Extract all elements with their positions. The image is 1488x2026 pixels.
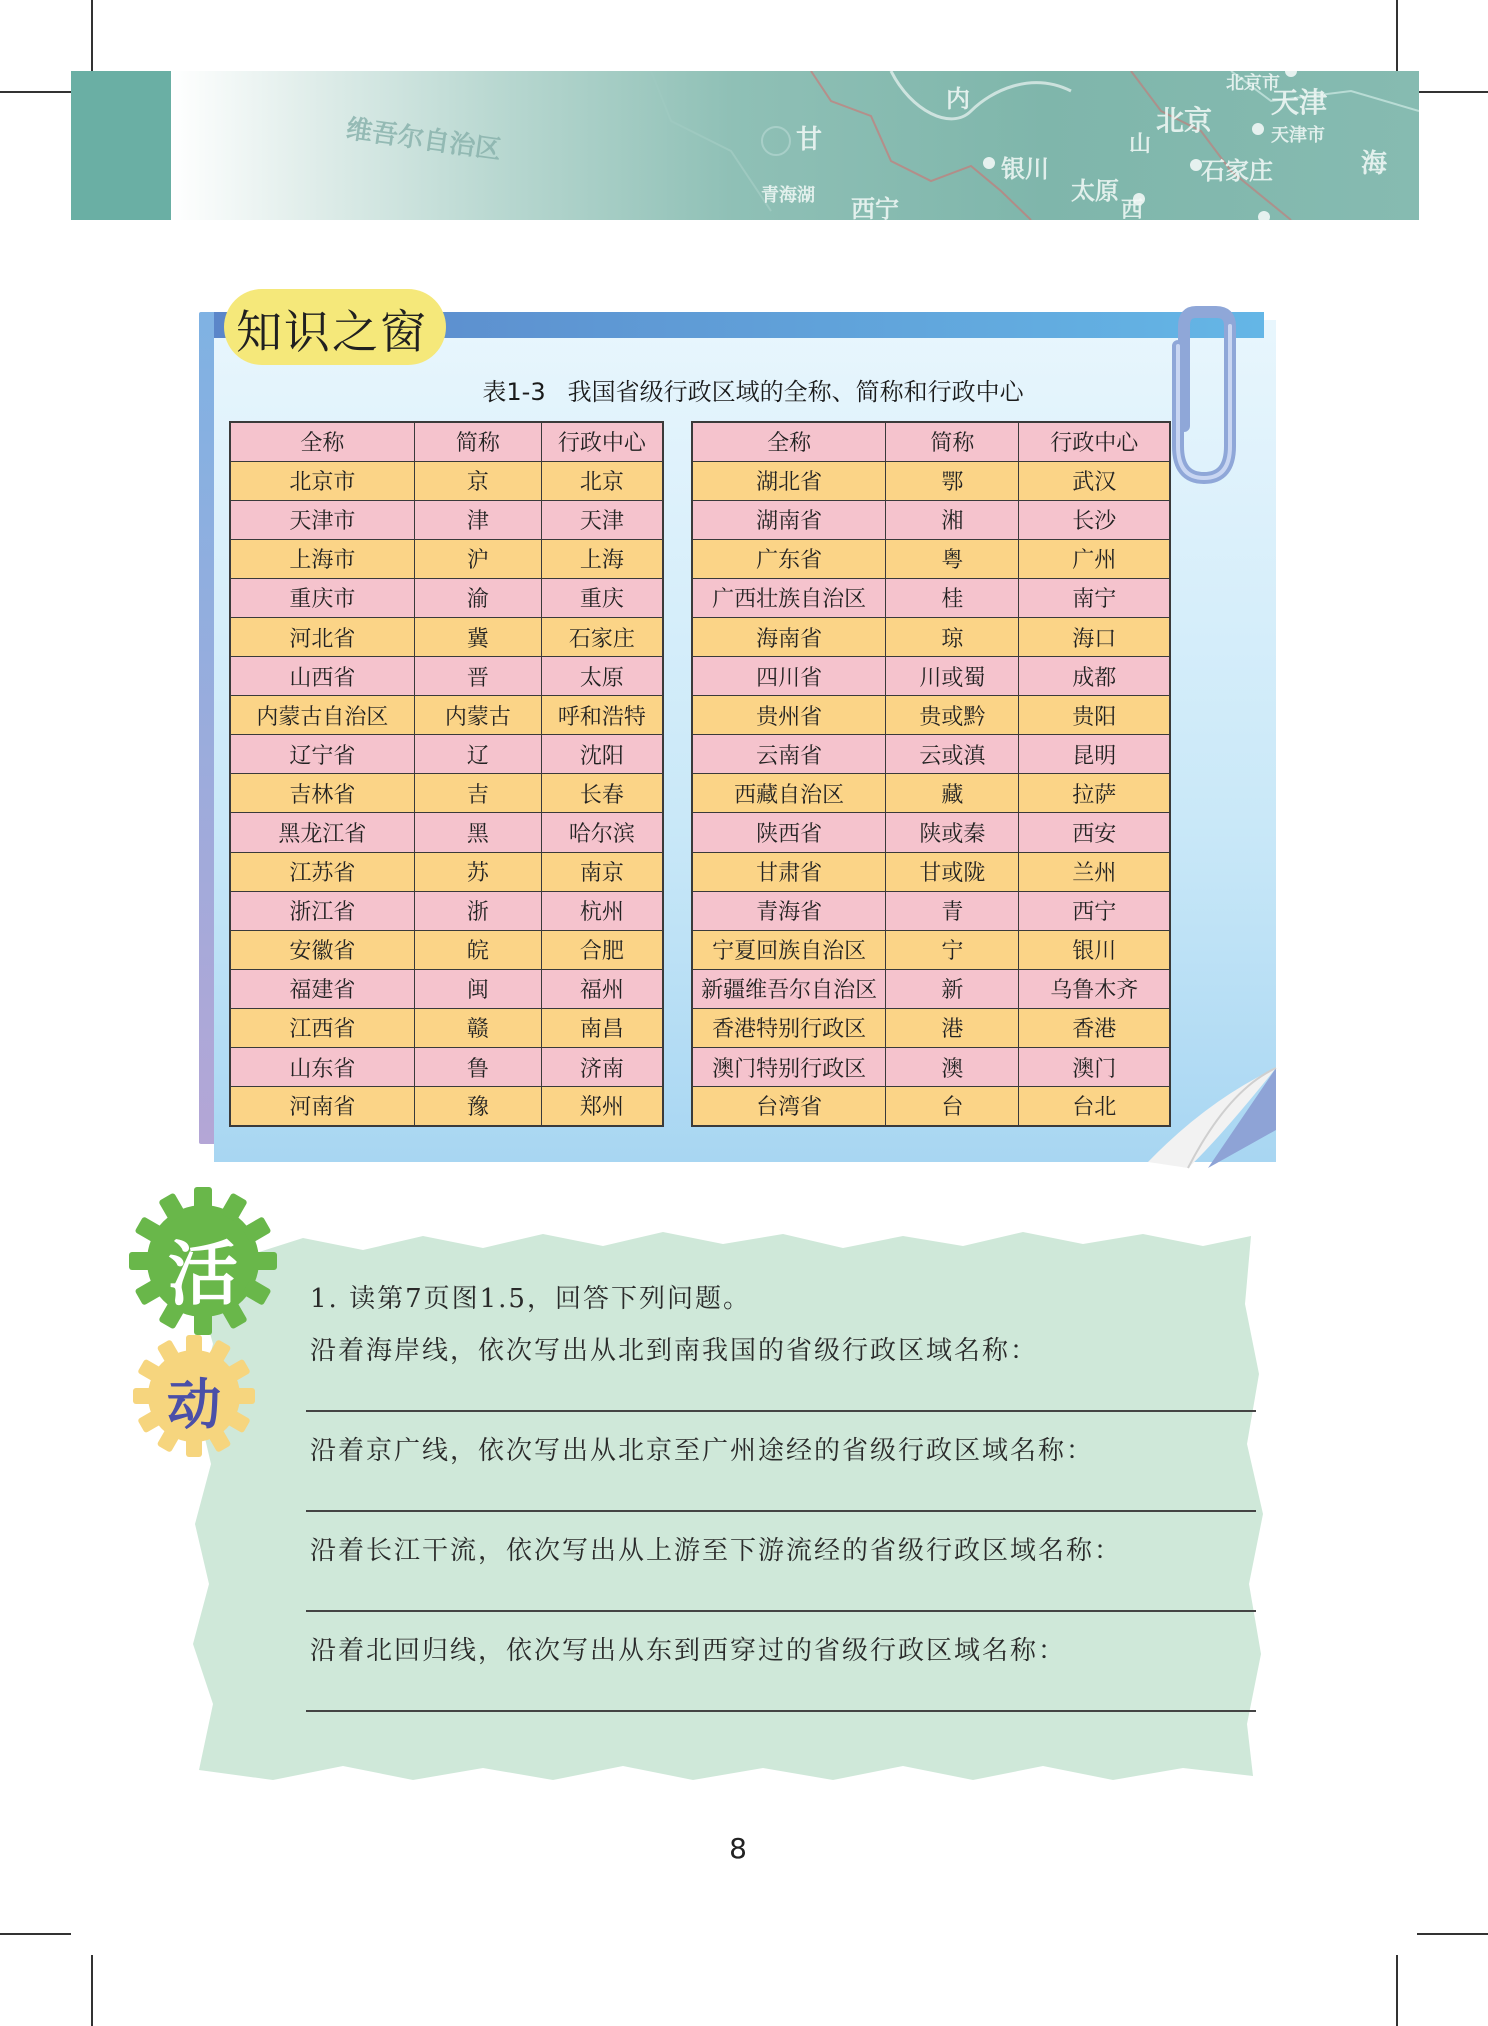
table-row <box>230 969 663 1008</box>
table-cell: 台北 <box>1019 1087 1170 1126</box>
table-cell: 西宁 <box>1019 891 1170 930</box>
table-row <box>692 539 1170 578</box>
table-cell: 石家庄 <box>541 617 663 656</box>
activity-badge-char-1: 活 <box>168 1233 238 1315</box>
table-header-cell: 简称 <box>886 422 1019 461</box>
map-label: 青海湖 <box>761 185 815 206</box>
table-cell: 辽宁省 <box>230 735 414 774</box>
table-cell: 武汉 <box>1019 461 1170 500</box>
header-map-banner <box>171 71 1419 220</box>
table-cell: 南昌 <box>541 1008 663 1047</box>
table-cell: 宁夏回族自治区 <box>692 930 886 969</box>
table-caption <box>0 372 1488 407</box>
table-cell: 合肥 <box>541 930 663 969</box>
table-caption-text: 我国省级行政区域的全称、简称和行政中心 <box>567 378 1024 406</box>
table-header-row <box>230 422 663 461</box>
page-number: 8 <box>729 1832 747 1865</box>
table-cell: 广东省 <box>692 539 886 578</box>
table-cell: 河南省 <box>230 1087 414 1126</box>
table-cell: 沈阳 <box>541 735 663 774</box>
table-row <box>230 813 663 852</box>
table-cell: 黑龙江省 <box>230 813 414 852</box>
answer-line-coastline[interactable] <box>306 1410 1256 1412</box>
table-row <box>692 461 1170 500</box>
map-label: 西 <box>1121 198 1144 220</box>
table-cell: 甘肃省 <box>692 852 886 891</box>
table-cell: 长春 <box>541 774 663 813</box>
table-cell: 天津 <box>541 500 663 539</box>
map-label: 山 <box>1129 132 1152 157</box>
table-row <box>692 774 1170 813</box>
table-cell: 云或滇 <box>886 735 1019 774</box>
table-cell: 西藏自治区 <box>692 774 886 813</box>
map-label: 维吾尔自治区 <box>344 114 503 166</box>
table-cell: 贵州省 <box>692 696 886 735</box>
table-cell: 闽 <box>414 969 541 1008</box>
table-cell: 重庆 <box>541 578 663 617</box>
table-row <box>230 774 663 813</box>
table-cell: 郑州 <box>541 1087 663 1126</box>
table-row <box>230 735 663 774</box>
table-cell: 黑 <box>414 813 541 852</box>
map-label: 西宁 <box>851 195 899 220</box>
table-cell: 杭州 <box>541 891 663 930</box>
table-cell: 青海省 <box>692 891 886 930</box>
table-cell: 澳 <box>886 1048 1019 1087</box>
crop-mark <box>0 91 71 93</box>
table-row <box>230 930 663 969</box>
table-cell: 湖北省 <box>692 461 886 500</box>
table-header-cell: 简称 <box>414 422 541 461</box>
table-row <box>692 891 1170 930</box>
table-cell: 南宁 <box>1019 578 1170 617</box>
answer-line-yangtze[interactable] <box>306 1610 1256 1612</box>
crop-mark <box>1417 91 1488 93</box>
table-cell: 浙江省 <box>230 891 414 930</box>
table-header-cell: 行政中心 <box>1019 422 1170 461</box>
table-caption-number: 表1-3 <box>482 378 546 406</box>
table-row <box>230 696 663 735</box>
table-cell: 台 <box>886 1087 1019 1126</box>
crop-mark <box>91 0 93 71</box>
map-label: 内 <box>946 85 970 113</box>
table-cell: 安徽省 <box>230 930 414 969</box>
table-cell: 澳门特别行政区 <box>692 1048 886 1087</box>
table-cell: 银川 <box>1019 930 1170 969</box>
table-row <box>230 1048 663 1087</box>
activity-prompt-yangtze: 沿着长江干流，依次写出从上游至下游流经的省级行政区域名称： <box>310 1536 1123 1566</box>
table-row <box>692 578 1170 617</box>
table-header-cell: 行政中心 <box>541 422 663 461</box>
activity-prompt-jingguang: 沿着京广线，依次写出从北京至广州途经的省级行政区域名称： <box>310 1436 1095 1466</box>
table-cell: 成都 <box>1019 657 1170 696</box>
table-header-cell: 全称 <box>692 422 886 461</box>
table-cell: 昆明 <box>1019 735 1170 774</box>
table-cell: 湘 <box>886 500 1019 539</box>
table-cell: 贵阳 <box>1019 696 1170 735</box>
answer-line-tropic[interactable] <box>306 1710 1256 1712</box>
table-cell: 新疆维吾尔自治区 <box>692 969 886 1008</box>
table-row <box>692 617 1170 656</box>
table-row <box>692 1008 1170 1047</box>
table-cell: 太原 <box>541 657 663 696</box>
table-cell: 天津市 <box>230 500 414 539</box>
table-row <box>692 657 1170 696</box>
table-cell: 川或蜀 <box>886 657 1019 696</box>
table-cell: 四川省 <box>692 657 886 696</box>
table-cell: 兰州 <box>1019 852 1170 891</box>
table-row <box>230 500 663 539</box>
table-cell: 宁 <box>886 930 1019 969</box>
crop-mark <box>1396 0 1398 71</box>
table-row <box>692 1087 1170 1126</box>
map-label: 北京市 <box>1226 73 1280 94</box>
map-label: 天津市 <box>1271 125 1325 146</box>
table-cell: 鲁 <box>414 1048 541 1087</box>
table-cell: 豫 <box>414 1087 541 1126</box>
table-cell: 乌鲁木齐 <box>1019 969 1170 1008</box>
table-cell: 哈尔滨 <box>541 813 663 852</box>
table-row <box>692 735 1170 774</box>
table-cell: 山西省 <box>230 657 414 696</box>
table-row <box>230 578 663 617</box>
table-row <box>230 461 663 500</box>
table-row <box>692 852 1170 891</box>
header-color-block <box>71 71 171 220</box>
table-cell: 津 <box>414 500 541 539</box>
table-cell: 藏 <box>886 774 1019 813</box>
table-cell: 桂 <box>886 578 1019 617</box>
table-cell: 内蒙古自治区 <box>230 696 414 735</box>
table-cell: 重庆市 <box>230 578 414 617</box>
table-cell: 台湾省 <box>692 1087 886 1126</box>
table-cell: 沪 <box>414 539 541 578</box>
table-cell: 北京 <box>541 461 663 500</box>
map-label: 石家庄 <box>1201 157 1273 185</box>
table-cell: 广西壮族自治区 <box>692 578 886 617</box>
table-header-row <box>692 422 1170 461</box>
table-cell: 海口 <box>1019 617 1170 656</box>
table-cell: 上海市 <box>230 539 414 578</box>
table-cell: 拉萨 <box>1019 774 1170 813</box>
table-cell: 贵或黔 <box>886 696 1019 735</box>
table-cell: 甘或陇 <box>886 852 1019 891</box>
table-cell: 江西省 <box>230 1008 414 1047</box>
table-cell: 广州 <box>1019 539 1170 578</box>
table-cell: 赣 <box>414 1008 541 1047</box>
table-cell: 香港特别行政区 <box>692 1008 886 1047</box>
table-row <box>692 969 1170 1008</box>
answer-line-jingguang[interactable] <box>306 1510 1256 1512</box>
crop-mark <box>1417 1933 1488 1935</box>
table-cell: 南京 <box>541 852 663 891</box>
table-cell: 苏 <box>414 852 541 891</box>
table-header-cell: 全称 <box>230 422 414 461</box>
table-cell: 西安 <box>1019 813 1170 852</box>
table-cell: 云南省 <box>692 735 886 774</box>
table-cell: 冀 <box>414 617 541 656</box>
table-row <box>230 852 663 891</box>
table-cell: 京 <box>414 461 541 500</box>
table-cell: 皖 <box>414 930 541 969</box>
map-label: 海 <box>1361 149 1388 179</box>
table-cell: 陕或秦 <box>886 813 1019 852</box>
table-cell: 澳门 <box>1019 1048 1170 1087</box>
table-cell: 浙 <box>414 891 541 930</box>
table-row <box>230 891 663 930</box>
table-row <box>692 500 1170 539</box>
table-row <box>230 1008 663 1047</box>
table-cell: 港 <box>886 1008 1019 1047</box>
table-cell: 渝 <box>414 578 541 617</box>
table-cell: 河北省 <box>230 617 414 656</box>
crop-mark <box>0 1933 71 1935</box>
table-cell: 晋 <box>414 657 541 696</box>
crop-mark <box>1396 1955 1398 2026</box>
table-cell: 吉林省 <box>230 774 414 813</box>
table-cell: 吉 <box>414 774 541 813</box>
table-row <box>230 657 663 696</box>
activity-prompt-tropic: 沿着北回归线，依次写出从东到西穿过的省级行政区域名称： <box>310 1636 1067 1666</box>
table-cell: 济南 <box>541 1048 663 1087</box>
map-label: 天津 <box>1271 86 1328 119</box>
table-cell: 青 <box>886 891 1019 930</box>
table-row <box>692 813 1170 852</box>
table-cell: 江苏省 <box>230 852 414 891</box>
map-label: 甘 <box>796 125 823 155</box>
table-row <box>692 1048 1170 1087</box>
table-cell: 上海 <box>541 539 663 578</box>
table-cell: 鄂 <box>886 461 1019 500</box>
table-cell: 陕西省 <box>692 813 886 852</box>
knowledge-window-title: 知识之窗 <box>236 305 428 359</box>
table-row <box>692 696 1170 735</box>
map-label: 北京 <box>1156 104 1213 137</box>
table-cell: 福州 <box>541 969 663 1008</box>
table-row <box>230 617 663 656</box>
table-row <box>230 1087 663 1126</box>
province-table-left <box>229 421 664 1127</box>
table-cell: 辽 <box>414 735 541 774</box>
table-row <box>692 930 1170 969</box>
table-cell: 北京市 <box>230 461 414 500</box>
table-cell: 粤 <box>886 539 1019 578</box>
province-table-right <box>691 421 1171 1127</box>
table-cell: 新 <box>886 969 1019 1008</box>
crop-mark <box>91 1955 93 2026</box>
table-cell: 香港 <box>1019 1008 1170 1047</box>
map-label: 银川 <box>1001 155 1049 183</box>
table-cell: 琼 <box>886 617 1019 656</box>
table-cell: 呼和浩特 <box>541 696 663 735</box>
table-cell: 湖南省 <box>692 500 886 539</box>
activity-question-intro: 1. 读第7页图1.5，回答下列问题。 <box>310 1284 751 1314</box>
table-cell: 海南省 <box>692 617 886 656</box>
activity-badge-char-2: 动 <box>167 1373 221 1436</box>
table-row <box>230 539 663 578</box>
map-label: 太原 <box>1071 177 1119 205</box>
activity-prompt-coastline: 沿着海岸线，依次写出从北到南我国的省级行政区域名称： <box>310 1336 1039 1366</box>
table-cell: 内蒙古 <box>414 696 541 735</box>
table-cell: 福建省 <box>230 969 414 1008</box>
table-cell: 长沙 <box>1019 500 1170 539</box>
table-cell: 山东省 <box>230 1048 414 1087</box>
